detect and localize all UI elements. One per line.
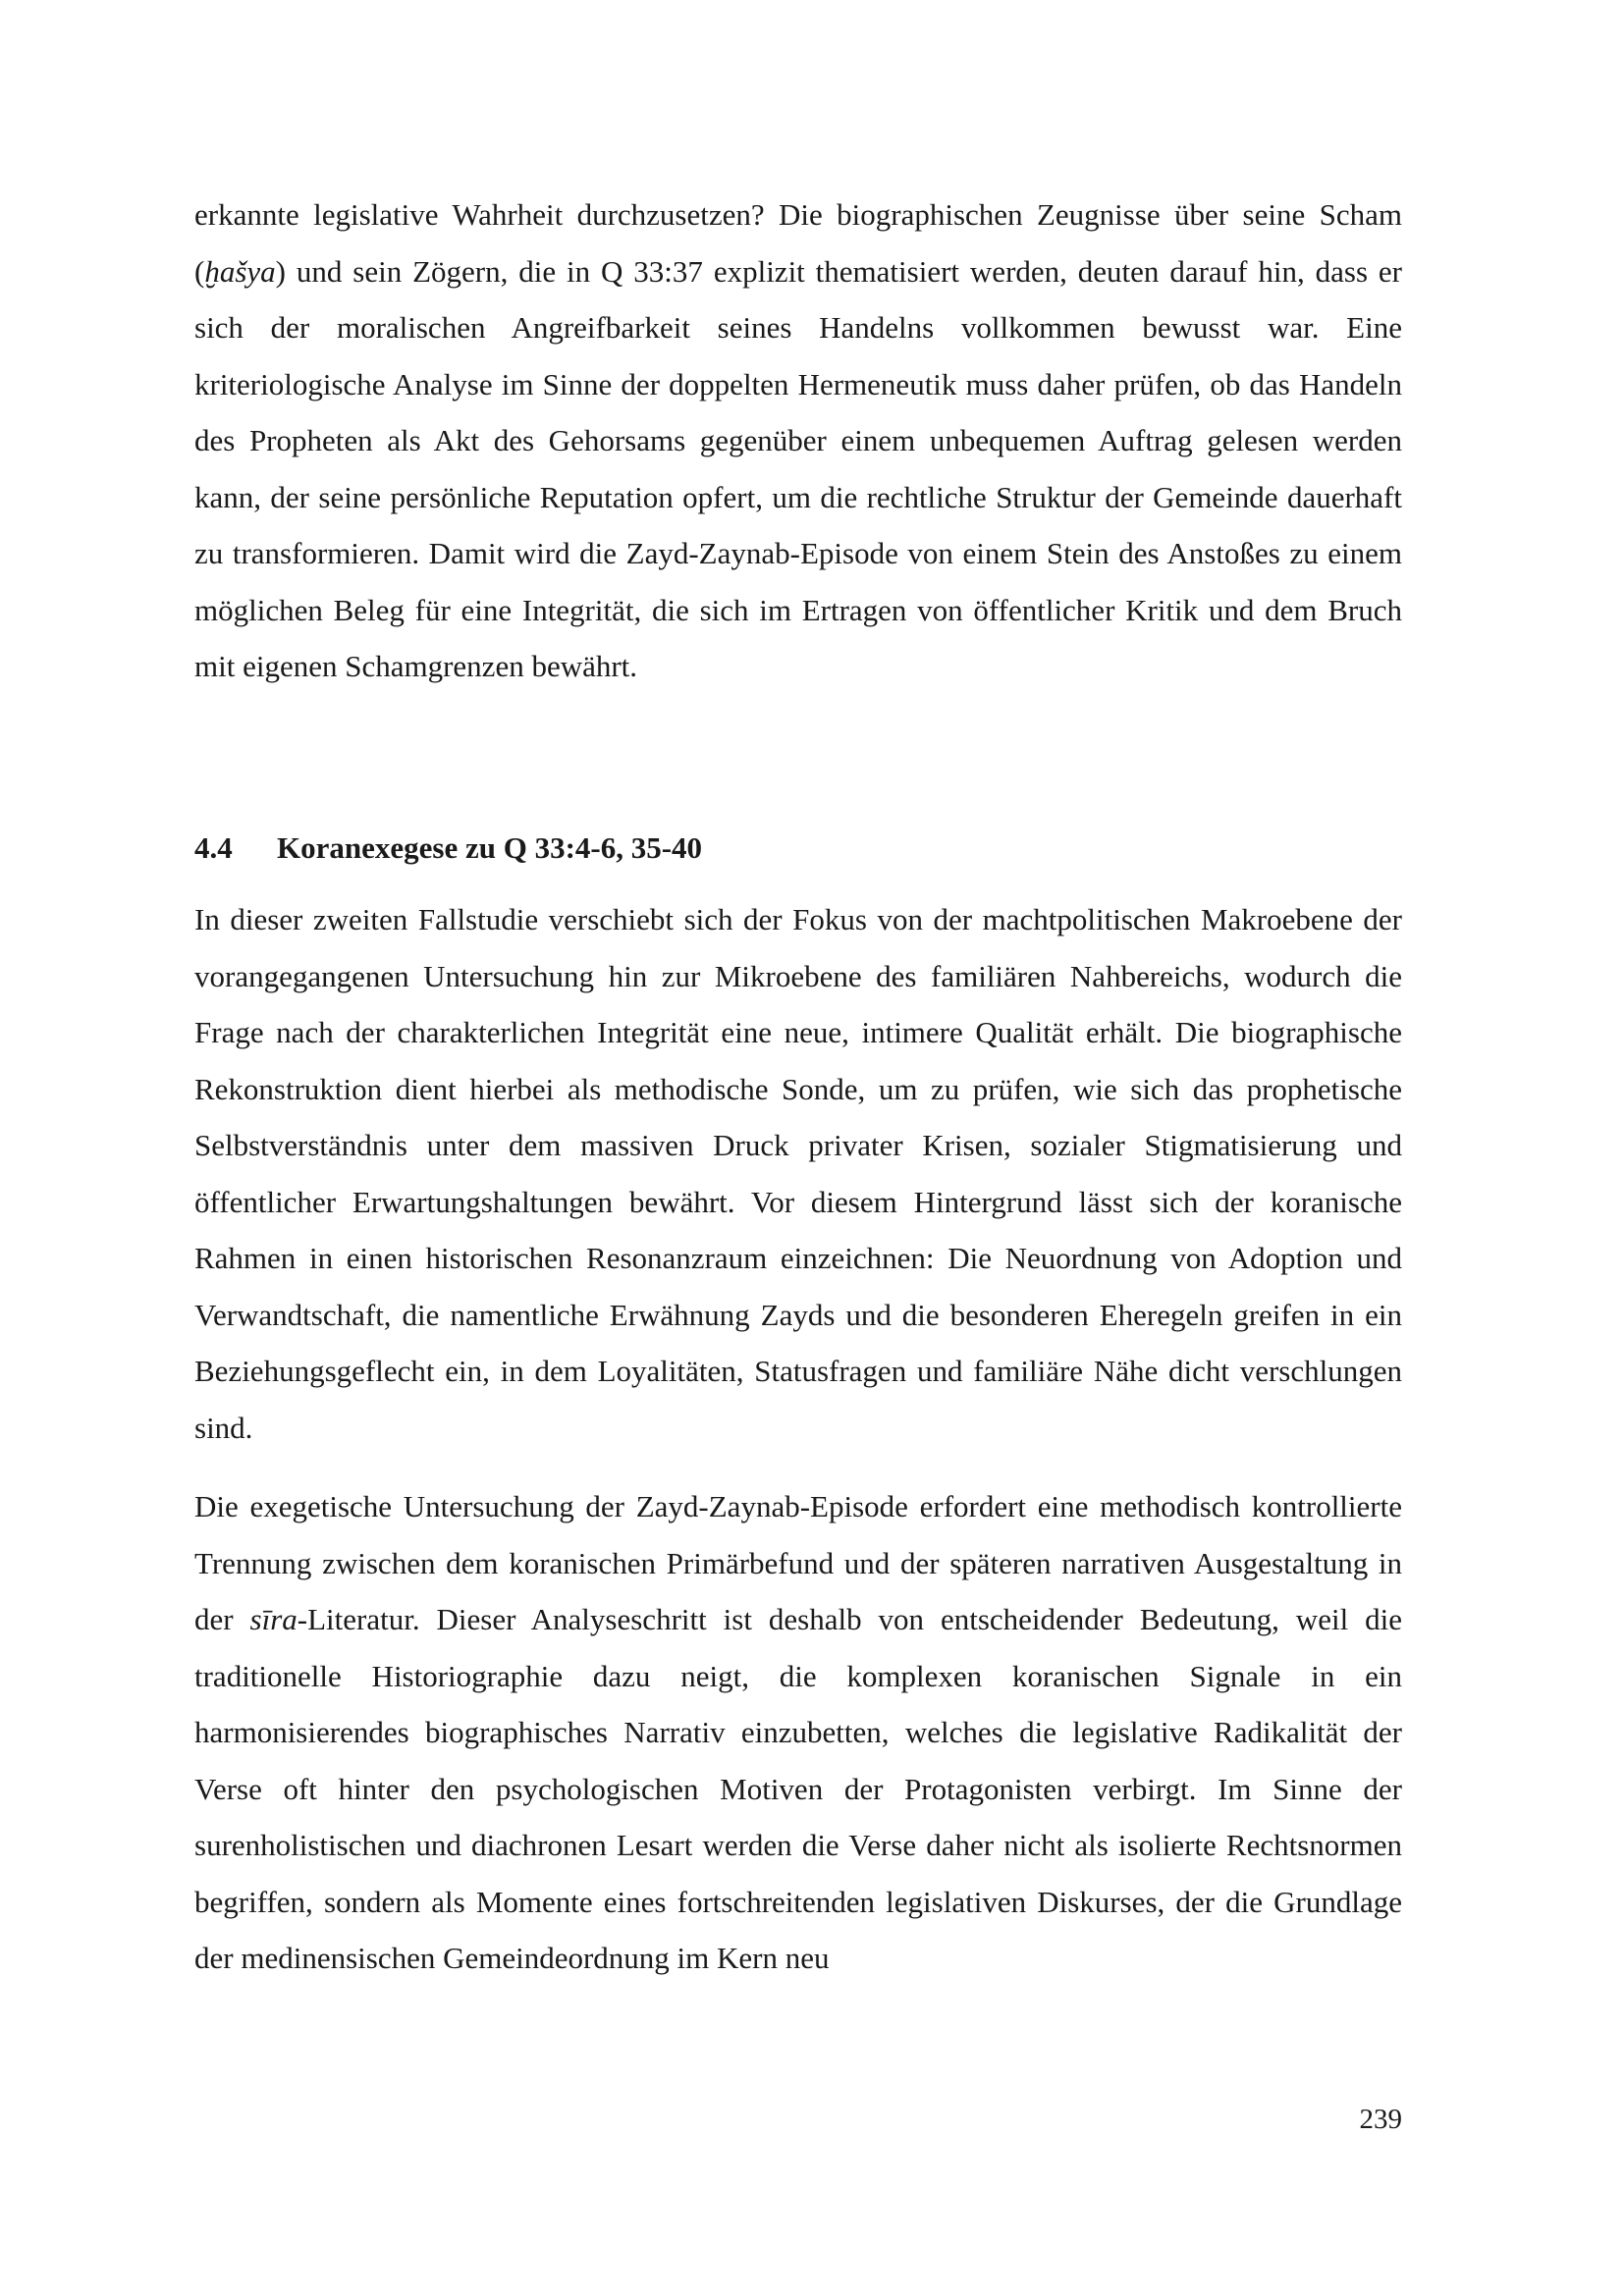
paragraph-1-text-a: erkannte legislative Wahrheit durchzusetzen? Die biographischen Zeugnisse über seine Scham ( bbox=[194, 197, 1402, 289]
section-title: Koranexegese zu Q 33:4-6, 35-40 bbox=[277, 830, 703, 865]
paragraph-block-3 bbox=[194, 1478, 1402, 1987]
paragraph-3 bbox=[194, 1478, 1402, 1987]
paragraph-1 bbox=[194, 187, 1402, 695]
section-heading bbox=[194, 820, 1402, 876]
page-number: 239 bbox=[1359, 2104, 1402, 2135]
term-sira: sīra bbox=[249, 1602, 298, 1636]
paragraph-1-text-b: ) und sein Zögern, die in Q 33:37 explizit thematisiert werden, deuten darauf hin, dass er sich der moralischen Angreifbarkeit seines Handelns vollkommen bewusst war. Eine kriteriologische Analyse im Sinne der doppelten Hermeneutik muss daher prüfen, ob das Handeln des Propheten als Akt des Gehorsams gegenüber einem unbequemen Auftrag gelesen werden kann, der seine persönliche Reputation opfert, um die rechtliche Struktur der Gemeinde dauerhaft zu transformieren. Damit wird die Zayd-Zaynab-Episode von einem Stein des Anstoßes zu einem möglichen Beleg für eine Integrität, die sich im Ertragen von öffentlicher Kritik und dem Bruch mit eigenen Schamgrenzen bewährt. bbox=[194, 253, 1402, 683]
paragraph-3-text-b: -Literatur. Dieser Analyseschritt ist deshalb von entscheidender Bedeutung, weil die traditionelle Historiographie dazu neigt, die komplexen koranischen Signale in ein harmonisierendes biographisches Narrativ einzubetten, welches die legislative Radikalität der Verse oft hinter den psychologischen Motiven der Protagonisten verbirgt. Im Sinne der surenholistischen und diachronen Lesart werden die Verse daher nicht als isolierte Rechtsnormen begriffen, sondern als Momente eines fortschreitenden legislativen Diskurses, der die Grundlage der medinensischen Gemeindeordnung im Kern neu bbox=[194, 1602, 1402, 1975]
section-number: 4.4 bbox=[194, 830, 233, 865]
term-hasya: ḫašya bbox=[204, 253, 276, 289]
paragraph-continuation bbox=[194, 187, 1402, 695]
paragraph-2: In dieser zweiten Fallstudie verschiebt sich der Fokus von der machtpolitischen Makroebene der vorangegangenen Untersuchung hin zur Mikroebene des familiären Nahbereichs, wodurch die Frage nach der charakterlichen Integrität eine neue, intimere Qualität erhält. Die biographische Rekonstruktion dient hierbei als methodische Sonde, um zu prüfen, wie sich das prophetische Selbstverständnis unter dem massiven Druck privater Krisen, sozialer Stigmatisierung und öffentlicher Erwartungshaltungen bewährt. Vor diesem Hintergrund lässt sich der koranische Rahmen in einen historischen Resonanzraum einzeichnen: Die Neuordnung von Adoption und Verwandtschaft, die namentliche Erwähnung Zayds und die besonderen Eheregeln greifen in ein Beziehungsgeflecht ein, in dem Loyalitäten, Statusfragen und familiäre Nähe dicht verschlungen sind. bbox=[194, 902, 1402, 1445]
paragraph-block-2 bbox=[194, 891, 1402, 1456]
paragraph-3-text-a: Die exegetische Untersuchung der Zayd-Zaynab-Episode erfordert eine methodisch kontrollierte Trennung zwischen dem koranischen Primärbefund und der späteren narrativen Ausgestaltung in der bbox=[194, 1489, 1402, 1636]
